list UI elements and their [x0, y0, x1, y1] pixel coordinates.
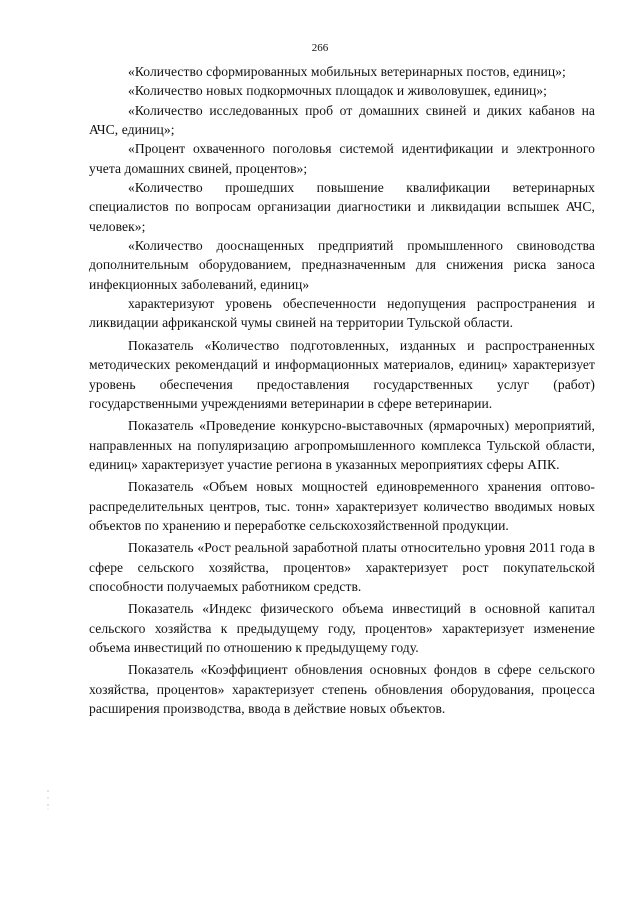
document-body	[89, 62, 595, 718]
paragraph: Показатель «Рост реальной заработной платы относительно уровня 2011 года в сфере сельского хозяйства, процентов» характеризует рост покупательской способности получаемых работником средств.	[89, 540, 595, 594]
paragraph: Показатель «Коэффициент обновления основных фондов в сфере сельского хозяйства, процентов» характеризует степень обновления оборудования, процесса расширения производства, ввода в действие новых объектов.	[89, 662, 595, 716]
scan-margin-mark	[46, 789, 50, 811]
paragraph: «Количество прошедших повышение квалификации ветеринарных специалистов по вопросам организации диагностики и ликвидации вспышек АЧС, человек»;	[89, 180, 595, 234]
paragraph: характеризуют уровень обеспеченности недопущения распространения и ликвидации африканской чумы свиней на территории Тульской области.	[89, 296, 595, 331]
paragraph: «Количество исследованных проб от домашних свиней и диких кабанов на АЧС, единиц»;	[89, 102, 595, 138]
paragraph: «Количество новых подкормочных площадок и живоловушек, единиц»;	[128, 83, 547, 99]
paragraph: «Процент охваченного поголовья системой идентификации и электронного учета домашних свиней, процентов»;	[89, 141, 595, 176]
page-number: 266	[311, 42, 329, 54]
paragraph: Показатель «Количество подготовленных, изданных и распространенных методических рекомендаций и информационных материалов, единиц» характеризует уровень обеспечения предоставления государственных услуг (работ) государственными учреждениями ветеринарии в сфере ветеринарии.	[89, 337, 595, 411]
paragraph: «Количество сформированных мобильных ветеринарных постов, единиц»;	[128, 64, 566, 79]
paragraph: Показатель «Объем новых мощностей единовременного хранения оптово-распределительных центров, тыс. тонн» характеризует количество вводимых новых объектов по хранению и переработке сельскохозяйственной продукции.	[89, 479, 595, 533]
paragraph: Показатель «Индекс физического объема инвестиций в основной капитал сельского хозяйства к предыдущему году, процентов» характеризует изменение объема инвестиций по отношению к предыдущему году.	[89, 601, 595, 655]
paragraph: Показатель «Проведение конкурсно-выставочных (ярмарочных) мероприятий, направленных на популяризацию агропромышленного комплекса Тульской области, единиц» характеризует участие региона в указанных мероприятиях сферы АПК.	[89, 418, 595, 472]
paragraph: «Количество дооснащенных предприятий промышленного свиноводства дополнительным оборудованием, предназначенным для снижения риска заноса инфекционных заболеваний, единиц»	[89, 238, 595, 292]
